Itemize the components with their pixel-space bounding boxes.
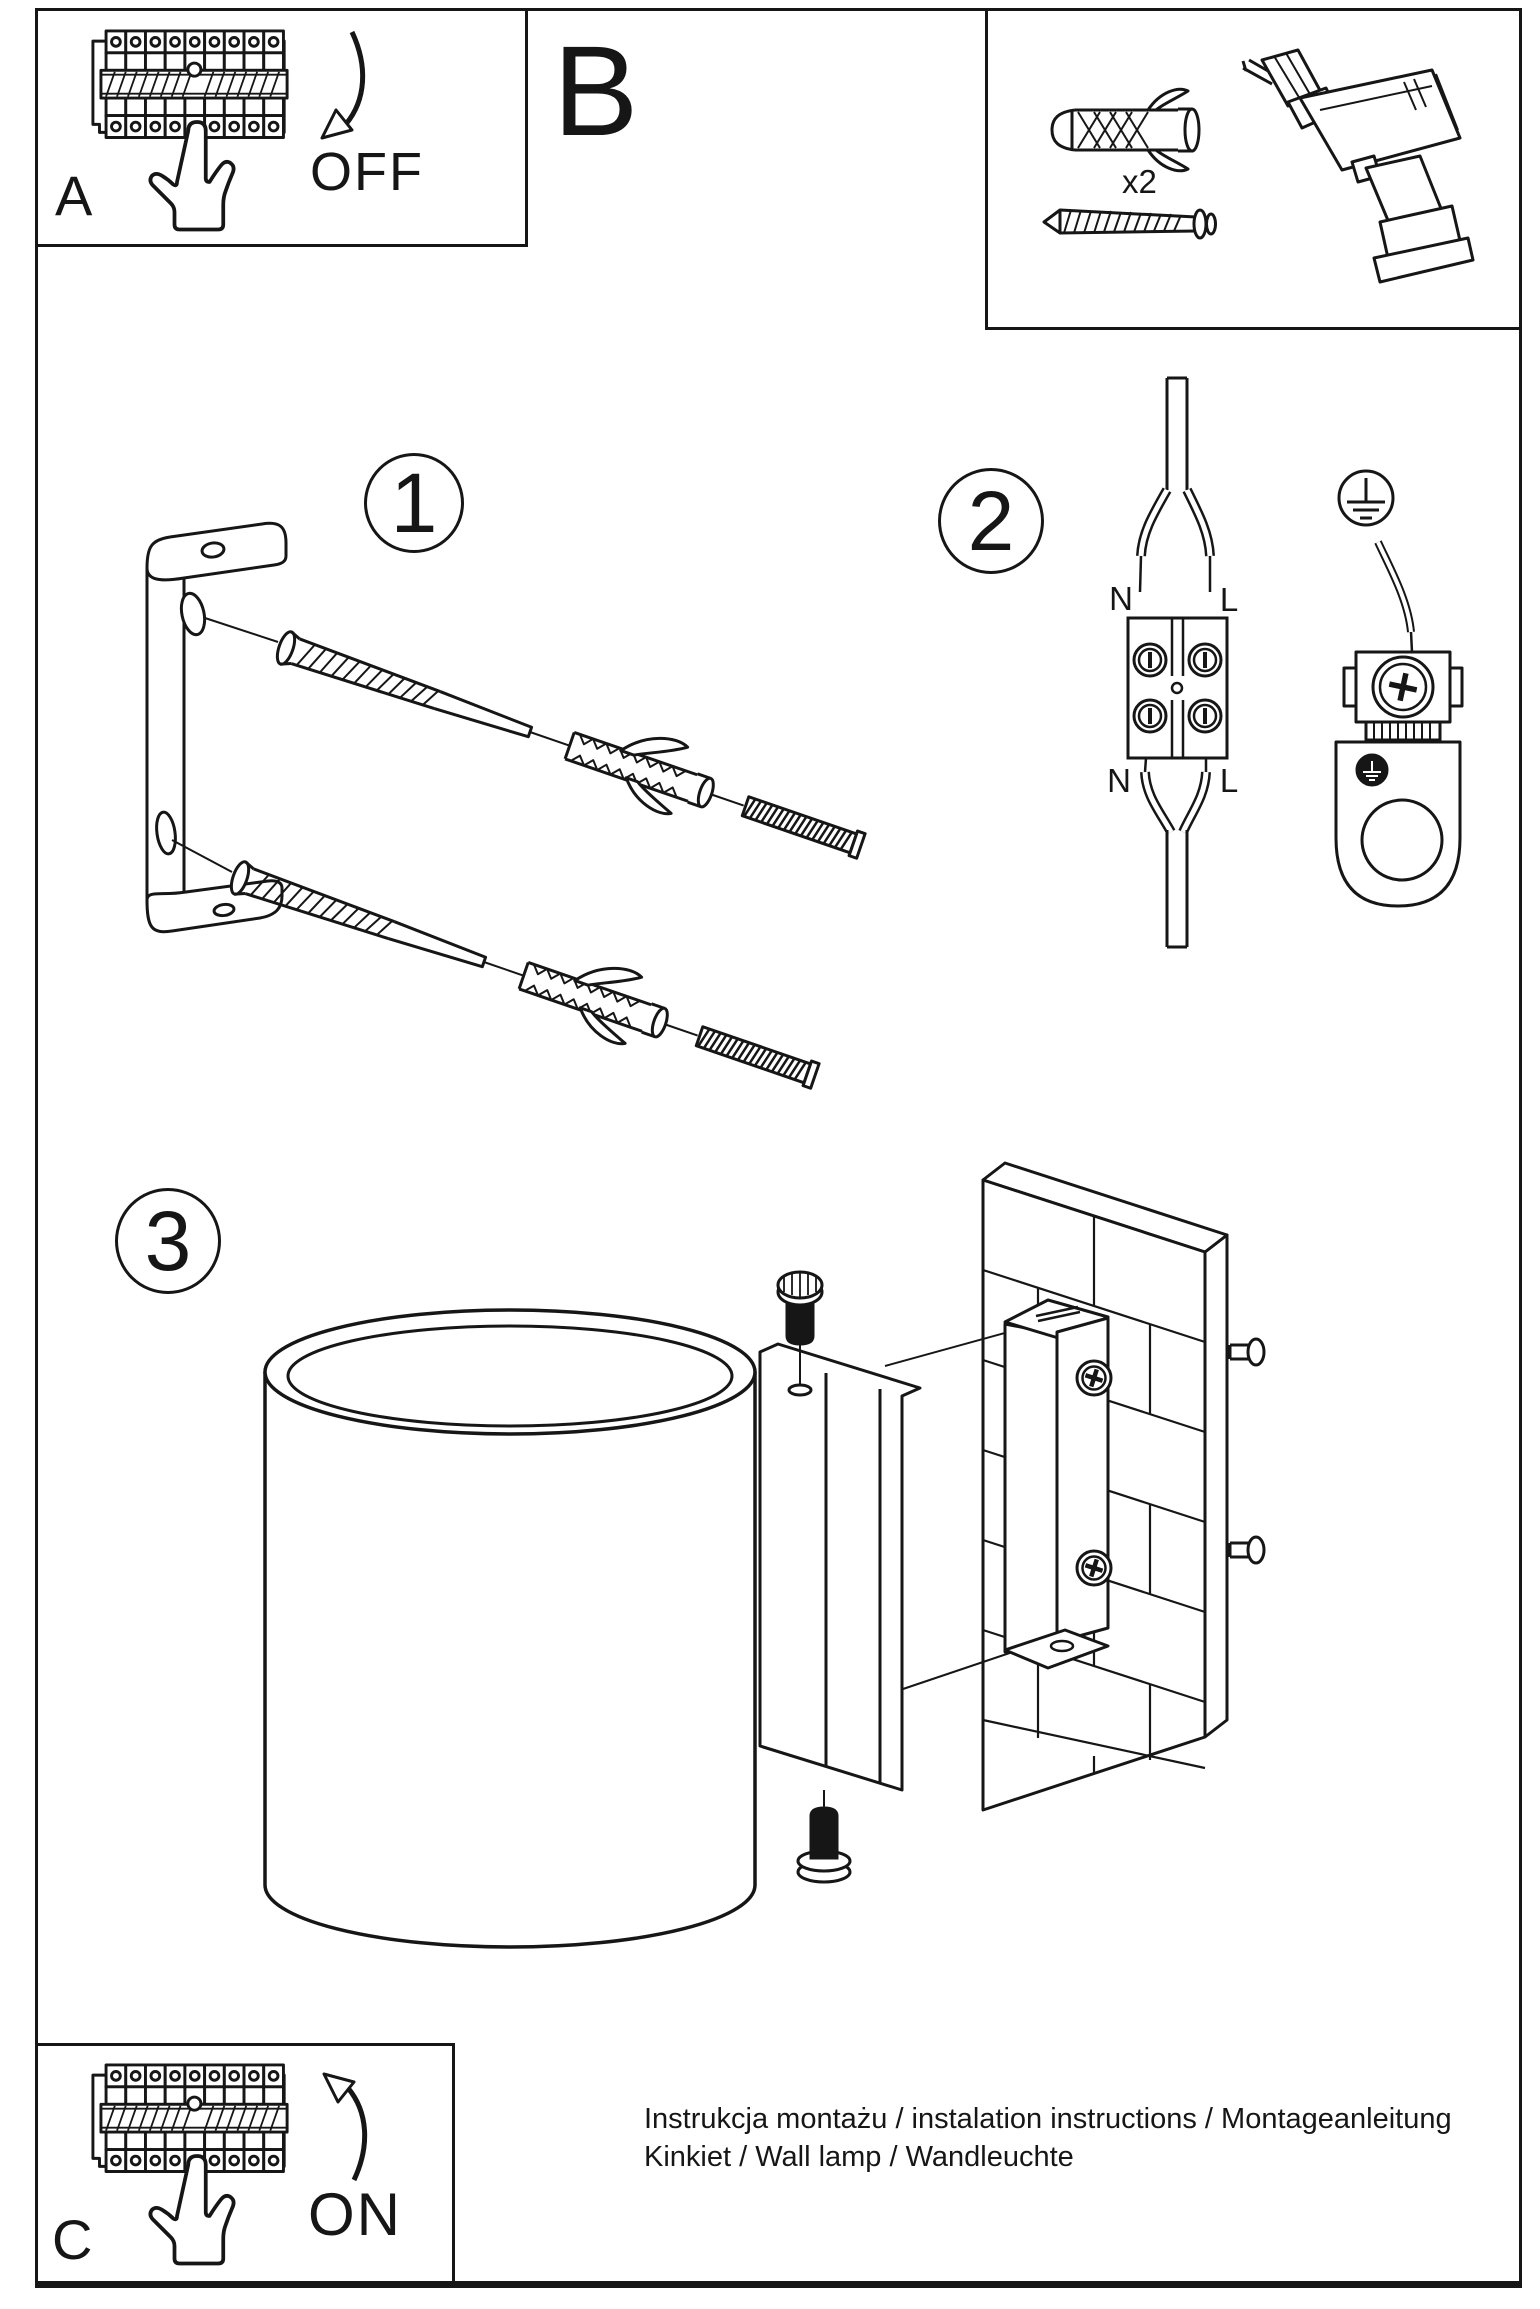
step-3-badge	[115, 1188, 221, 1294]
step-3-number: 3	[144, 1193, 192, 1288]
set-screw-bottom-icon	[798, 1790, 850, 1882]
on-label: ON	[308, 2181, 402, 2248]
anchor-assembly-icon	[172, 838, 828, 1107]
arrow-down-icon	[322, 32, 363, 138]
breaker-panel-off-icon	[93, 31, 287, 230]
section-a-label: A	[55, 164, 93, 227]
step-2-badge	[938, 468, 1044, 574]
breaker-panel-on-icon	[93, 2065, 287, 2264]
off-label: OFF	[310, 142, 424, 202]
step-1-badge	[364, 453, 464, 553]
anchor-assembly-icon	[205, 608, 874, 877]
wall-screw-icon	[1230, 1339, 1264, 1563]
wall-bracket-icon	[147, 523, 286, 931]
lamp-cylinder-icon	[265, 1310, 755, 1947]
power-cable-icon	[1140, 378, 1210, 592]
power-cable-icon	[1145, 758, 1206, 947]
step-2-number: 2	[967, 473, 1015, 568]
footer-text	[644, 2100, 1452, 2176]
drill-icon	[1243, 50, 1473, 282]
section-c-label: C	[52, 2208, 93, 2271]
section-b-label: B	[553, 20, 639, 163]
lamp-wall-bracket-icon	[1005, 1300, 1111, 1668]
quantity-label: x2	[1122, 163, 1157, 200]
wire-n-top-label: N	[1109, 580, 1133, 617]
terminal-block-icon	[1128, 618, 1227, 758]
step-1-number: 1	[390, 455, 438, 550]
wall-plug-icon	[1052, 89, 1199, 170]
wire-l-top-label: L	[1219, 581, 1239, 618]
wire-n-bottom-label: N	[1107, 762, 1131, 799]
ground-terminal-icon	[1336, 652, 1462, 906]
mounting-screw-icon	[1044, 210, 1216, 238]
wire-l-bottom-label: L	[1219, 762, 1239, 799]
ground-symbol-icon	[1339, 471, 1393, 525]
footer-line-2: Kinkiet / Wall lamp / Wandleuchte	[644, 2141, 1074, 2173]
arrow-up-icon	[324, 2074, 365, 2180]
lamp-backplate-icon	[760, 1344, 920, 1790]
footer-line-1: Instrukcja montażu / instalation instructions / Montageanleitung	[644, 2103, 1452, 2135]
ground-wire-icon	[1378, 542, 1412, 652]
